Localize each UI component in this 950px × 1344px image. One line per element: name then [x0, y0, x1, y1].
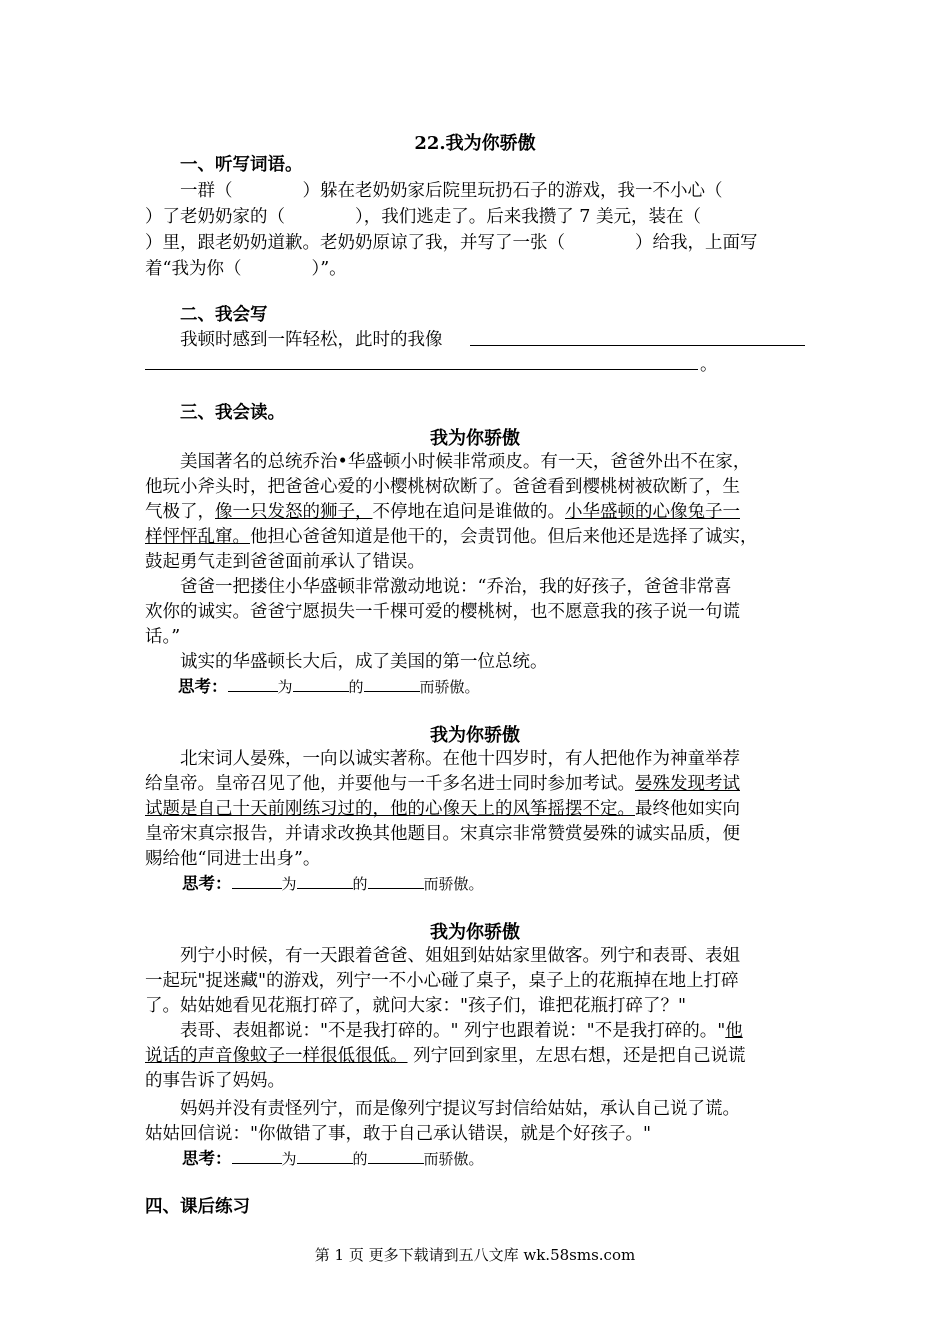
underlined-phrase: 像一只发怒的狮子， [215, 502, 373, 522]
story-line: 北宋词人晏殊，一向以诚实著称。在他十四岁时，有人把他作为神童举荐 [180, 749, 740, 769]
story-line [145, 524, 758, 550]
answer-blank[interactable] [368, 874, 424, 889]
underlined-phrase: 小华盛顿的心像兔子一 [565, 502, 740, 522]
think-label: 思考： [182, 1149, 232, 1168]
section4-heading: 四、课后练习 [145, 1197, 250, 1217]
think-word: 而骄傲。 [423, 1150, 484, 1168]
answer-line[interactable] [470, 345, 805, 346]
think-row [182, 871, 484, 897]
story-line [145, 1043, 746, 1069]
answer-line[interactable] [145, 369, 698, 370]
think-word: 而骄傲。 [423, 875, 484, 893]
story-line [180, 1018, 743, 1044]
story-line: 鼓起勇气走到爸爸面前承认了错误。 [145, 552, 425, 572]
underlined-phrase: 他 [725, 1021, 743, 1041]
think-word: 的 [348, 678, 364, 696]
story-line [145, 499, 740, 525]
story-line: 欢你的诚实。爸爸宁愿损失一千棵可爱的樱桃树，也不愿意我的孩子说一句谎 [145, 602, 740, 622]
section2-end-mark: 。 [700, 355, 718, 375]
think-row [178, 674, 480, 700]
underlined-phrase: 晏殊发现考试 [635, 774, 740, 794]
page-title: 22.我为你骄傲 [414, 133, 536, 154]
story-text: 气极了， [145, 502, 215, 522]
think-word: 为 [277, 678, 293, 696]
story-line: 诚实的华盛顿长大后，成了美国的第一位总统。 [180, 652, 548, 672]
story-line: 皇帝宋真宗报告，并请求改换其他题目。宋真宗非常赞赏晏殊的诚实品质，便 [145, 824, 740, 844]
section1-line: ）了老奶奶家的（ ），我们逃走了。后来我攒了 7 美元，装在（ [145, 207, 702, 227]
story1-title: 我为你骄傲 [430, 428, 520, 449]
underlined-phrase: 样怦怦乱窜。 [145, 527, 250, 547]
section1-line: 着“我为你（ ）”。 [145, 259, 347, 279]
answer-blank[interactable] [368, 1149, 424, 1164]
story-text: 他担心爸爸知道是他干的，会责罚他。但后来他还是选择了诚实， [250, 527, 758, 547]
answer-blank[interactable] [293, 677, 349, 692]
think-label: 思考： [178, 677, 228, 696]
section1-line: ）里，跟老奶奶道歉。老奶奶原谅了我，并写了一张（ ）给我，上面写 [145, 233, 758, 253]
section2-prompt: 我顿时感到一阵轻松，此时的我像 [180, 330, 443, 350]
answer-blank[interactable] [364, 677, 420, 692]
story-line: 美国著名的总统乔治•华盛顿小时候非常顽皮。有一天，爸爸外出不在家， [180, 452, 751, 472]
story-line: 话。” [145, 627, 181, 647]
story-line: 爸爸一把搂住小华盛顿非常激动地说：“乔治，我的好孩子，爸爸非常喜 [180, 577, 732, 597]
page-footer: 第 1 页 更多下载请到五八文库 wk.58sms.com [314, 1246, 636, 1264]
think-word: 的 [352, 1150, 368, 1168]
think-word: 为 [281, 1150, 297, 1168]
answer-blank[interactable] [228, 677, 278, 692]
answer-blank[interactable] [297, 874, 353, 889]
story-line: 赐给他“同进士出身”。 [145, 849, 321, 869]
story-text: 最终他如实向 [635, 799, 740, 819]
story2-title: 我为你骄傲 [430, 725, 520, 746]
story-line: 他玩小斧头时，把爸爸心爱的小樱桃树砍断了。爸爸看到樱桃树被砍断了，生 [145, 477, 740, 497]
story-text: 表哥、表姐都说："不是我打碎的。" 列宁也跟着说："不是我打碎的。" [180, 1021, 726, 1041]
think-label: 思考： [182, 874, 232, 893]
story-line: 的事告诉了妈妈。 [145, 1071, 285, 1091]
answer-blank[interactable] [232, 874, 282, 889]
answer-blank[interactable] [297, 1149, 353, 1164]
think-word: 而骄傲。 [419, 678, 480, 696]
story-line: 妈妈并没有责怪列宁，而是像列宁提议写封信给姑姑，承认自己说了谎。 [180, 1099, 740, 1119]
story-text: 给皇帝。皇帝召见了他，并要他与一千多名进士同时参加考试。 [145, 774, 635, 794]
think-word: 的 [352, 875, 368, 893]
story3-title: 我为你骄傲 [430, 922, 520, 943]
story-text: 不停地在追问是谁做的。 [372, 502, 565, 522]
story-line: 了。姑姑她看见花瓶打碎了，就问大家："孩子们，谁把花瓶打碎了？" [145, 996, 687, 1016]
section2-heading: 二、我会写 [180, 305, 268, 325]
section1-line: 一群（ ）躲在老奶奶家后院里玩扔石子的游戏，我一不小心（ [180, 181, 723, 201]
section3-heading: 三、我会读。 [180, 403, 285, 423]
story-line: 列宁小时候，有一天跟着爸爸、姐姐到姑姑家里做客。列宁和表哥、表姐 [180, 946, 740, 966]
section1-heading: 一、听写词语。 [180, 155, 303, 175]
story-line: 姑姑回信说："你做错了事，敢于自己承认错误，就是个好孩子。" [145, 1124, 652, 1144]
story-line [145, 771, 740, 797]
story-text: 列宁回到家里，左思右想，还是把自己说谎 [407, 1046, 746, 1066]
story-line: 一起玩"捉迷藏"的游戏，列宁一不小心碰了桌子，桌子上的花瓶掉在地上打碎 [145, 971, 739, 991]
think-row [182, 1146, 484, 1172]
answer-blank[interactable] [232, 1149, 282, 1164]
underlined-phrase: 说话的声音像蚊子一样很低很低。 [145, 1046, 408, 1066]
underlined-phrase: 试题是自己十天前刚练习过的，他的心像天上的风筝摇摆不定。 [145, 799, 635, 819]
think-word: 为 [281, 875, 297, 893]
story-line [145, 796, 740, 822]
